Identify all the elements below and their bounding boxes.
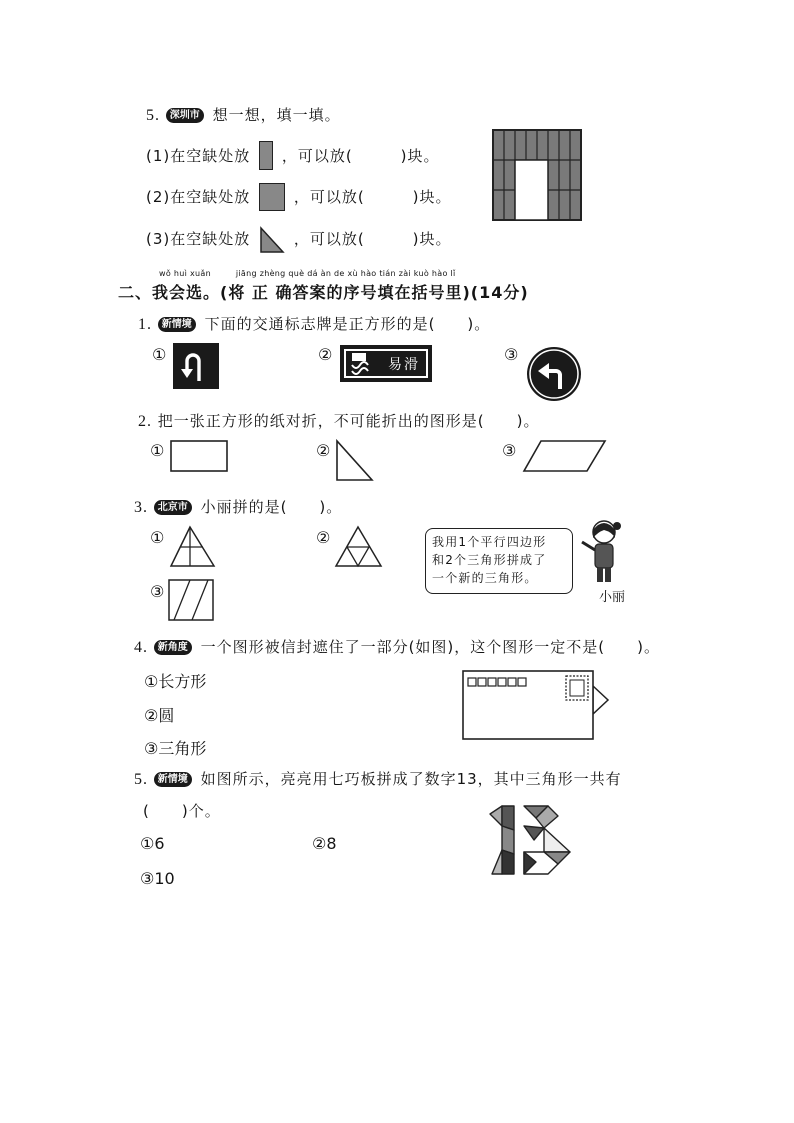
q1-option-3-label: ③ bbox=[504, 345, 519, 364]
right-triangle-shape-icon bbox=[336, 440, 376, 484]
bubble-line-3: 一个新的三角形。 bbox=[432, 571, 538, 585]
triangle-split-figure-2 bbox=[334, 526, 384, 570]
q4-number: 4. bbox=[134, 639, 148, 656]
bubble-line-1: 我用1个平行四边形 bbox=[432, 535, 547, 549]
q5-bottom-line-2: ( )个。 bbox=[143, 802, 221, 820]
triangle-split-figure-1 bbox=[168, 526, 218, 570]
q5-bottom-option-1: ①6 bbox=[140, 834, 165, 853]
square-piece-icon bbox=[259, 183, 285, 211]
q5-bottom-text: 如图所示，亮亮用七巧板拼成了数字13，其中三角形一共有 bbox=[200, 770, 622, 788]
q1-option-1-label: ① bbox=[152, 345, 167, 364]
item-prefix: (2)在空缺处放 bbox=[146, 188, 251, 206]
parallelogram-shape-icon bbox=[523, 440, 607, 474]
envelope-figure bbox=[462, 670, 610, 742]
q5-top-title-line bbox=[146, 104, 341, 125]
region-tag: 深圳市 bbox=[166, 108, 204, 123]
q5-bottom-option-2: ②8 bbox=[312, 834, 337, 853]
rectangle-split-figure-3 bbox=[168, 579, 216, 623]
q4-text: 一个图形被信封遮住了一部分(如图)，这个图形一定不是( )。 bbox=[200, 638, 660, 656]
left-turn-sign-icon bbox=[525, 345, 583, 403]
q3-line bbox=[134, 496, 342, 517]
q1-text: 下面的交通标志牌是正方形的是( )。 bbox=[204, 315, 491, 333]
section2-heading: 二、我会选。(将 正 确答案的序号填在括号里)(14分) bbox=[118, 283, 529, 302]
q5-bottom-line bbox=[134, 768, 622, 789]
q2-option-2-label: ② bbox=[316, 441, 331, 460]
q4-option-3: ③三角形 bbox=[144, 739, 207, 758]
context-tag: 新情境 bbox=[154, 772, 192, 787]
q4-option-1: ①长方形 bbox=[144, 672, 207, 691]
q2-line bbox=[138, 410, 540, 431]
q2-option-3-label: ③ bbox=[502, 441, 517, 460]
tall-rectangle-piece-icon bbox=[259, 141, 273, 170]
q3-option-2-label: ② bbox=[316, 528, 331, 547]
character-name: 小丽 bbox=[599, 590, 626, 605]
q3-option-3-label: ③ bbox=[150, 582, 165, 601]
q5-bottom-number: 5. bbox=[134, 771, 148, 788]
q1-option-2-label: ② bbox=[318, 345, 333, 364]
triangle-piece-icon bbox=[259, 226, 285, 254]
q2-text: 把一张正方形的纸对折，不可能折出的图形是( )。 bbox=[157, 412, 540, 430]
section2-pinyin: wǒ huì xuǎn jiāng zhèng què dá àn de xù hào tián zài kuò hào lǐ bbox=[159, 269, 456, 278]
q5-top-item-2 bbox=[146, 183, 452, 211]
bubble-line-2: 和2个三角形拼成了 bbox=[432, 553, 547, 567]
u-turn-sign-icon bbox=[173, 343, 219, 389]
q3-text: 小丽拼的是( )。 bbox=[200, 498, 343, 516]
q3-number: 3. bbox=[134, 499, 148, 516]
q3-option-1-label: ① bbox=[150, 528, 165, 547]
q5-top-number: 5. bbox=[146, 107, 160, 124]
slippery-sign-text: 易滑 bbox=[388, 357, 420, 373]
q5-bottom-option-3: ③10 bbox=[140, 869, 175, 888]
item-prefix: (1)在空缺处放 bbox=[146, 147, 251, 165]
girl-character-icon bbox=[578, 516, 624, 586]
context-tag: 新角度 bbox=[154, 640, 192, 655]
q4-line bbox=[134, 636, 660, 657]
q2-option-1-label: ① bbox=[150, 441, 165, 460]
slippery-sign-icon bbox=[340, 345, 432, 382]
rectangle-shape-icon bbox=[170, 440, 230, 474]
tile-wall-figure bbox=[493, 130, 583, 222]
q1-number: 1. bbox=[138, 316, 152, 333]
tangram-13-figure bbox=[488, 806, 578, 878]
q5-top-title: 想一想，填一填。 bbox=[212, 106, 341, 124]
item-suffix: ，可以放( )块。 bbox=[293, 230, 452, 248]
item-suffix: ，可以放( )块。 bbox=[281, 147, 440, 165]
item-prefix: (3)在空缺处放 bbox=[146, 230, 251, 248]
q4-option-2: ②圆 bbox=[144, 706, 175, 725]
speech-bubble bbox=[425, 528, 573, 594]
q2-number: 2. bbox=[138, 413, 152, 430]
context-tag: 新情境 bbox=[158, 317, 196, 332]
region-tag: 北京市 bbox=[154, 500, 192, 515]
q5-top-item-3 bbox=[146, 226, 452, 254]
q1-line bbox=[138, 313, 490, 334]
item-suffix: ，可以放( )块。 bbox=[293, 188, 452, 206]
q5-top-item-1 bbox=[146, 141, 440, 170]
